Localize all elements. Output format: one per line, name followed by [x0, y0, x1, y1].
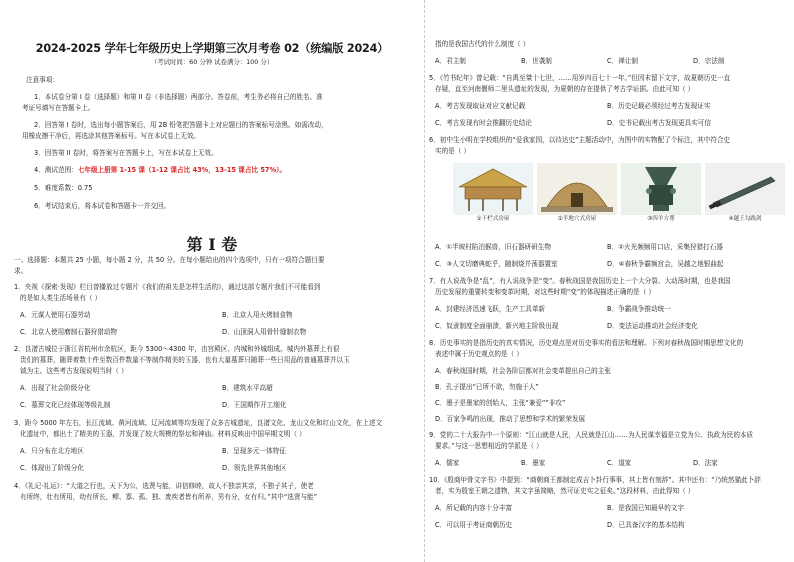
option-2b[interactable]: B．建筑水平高超 [222, 384, 273, 392]
option-8a[interactable]: A．春秋战国时期，社会各阶层都对社会变革提出自己的主张 [435, 367, 611, 375]
question-7-line: 7．有人说战争是“乱”，有人说战争是“变”。春秋战国是我国历史上一个大分裂、大动荡时期，也是我国 [429, 277, 731, 285]
option-6d[interactable]: D．④春秋争霸频宫会，吴越之地银曲起 [607, 260, 724, 268]
option-4d[interactable]: D．宗法制 [693, 57, 725, 65]
question-8-line: 表述中属于历史观点的是（ ） [435, 350, 523, 358]
option-4a[interactable]: A．君主制 [435, 57, 466, 65]
image-caption: ①干栏式房屋 [476, 216, 510, 222]
option-1a[interactable]: A．元谋人使用石器劳动 [20, 311, 91, 319]
image-caption: ②半地穴式房屋 [557, 216, 597, 222]
question-2-line: 2．良渚古城位于浙江省杭州市余杭区，距今 5300～4300 年，由宫殿区、内城和外城组成。城内外墓葬上有很 [14, 345, 340, 353]
option-3d[interactable]: D．领先世界其他地区 [222, 464, 287, 472]
pit-house-image [537, 163, 617, 225]
option-5d[interactable]: D．史书记载出考古发现更具实可信 [607, 119, 711, 127]
question-1-line: 的是如人类生活场景有（ ） [20, 294, 102, 302]
option-1b[interactable]: B．北京人用火烤制食物 [222, 311, 293, 319]
pit-house-icon [537, 163, 617, 215]
sword-image [705, 163, 785, 225]
option-9c[interactable]: C．道家 [607, 459, 632, 467]
note-line: 1．本试卷分第 I 卷（选择题）和第 II 卷（非选择题）两部分。答卷前，考生务必将自己的姓名、准 [34, 93, 323, 101]
question-5-line: 5．《竹书纪年》曾记载：“自禹至桀十七世，……用岁四百七十一年。”但因末留下文字，故夏朝历史一直 [429, 74, 731, 82]
note-line: 6．考试结束后，将本试卷和答题卡一并交回。 [34, 202, 171, 210]
instruction-line: 求。 [14, 267, 28, 275]
question-10-line: 者，实为殷室王朝之遗物，其文字虽简略，然可证史实之征矣。”这段材料，由此得知（ ） [435, 487, 695, 495]
four-goat-zun-image [621, 163, 701, 225]
option-10c[interactable]: C．可以用于考证商朝历史 [435, 521, 513, 529]
question-7-line: 历史发展的重要转变和变革时期，对这些时期“变”的体现描述正确的是（ ） [435, 288, 655, 296]
option-7a[interactable]: A．封建经济迅速飞跃，生产工具革新 [435, 305, 546, 313]
question-2-line: 贵们的墓葬，随葬着数十件至数百件数量不等制作精美的玉器，也有大量墓葬只随葬一些日用品的普通墓葬并以玉 [20, 356, 350, 364]
option-6a[interactable]: A．①半坡村陷泊猴兽，旧石器研研生物 [435, 243, 551, 251]
option-6b[interactable]: B．②火光频频用口店，采集狩猎打石器 [607, 243, 723, 251]
exam-title: 2024-2025 学年七年级历史上学期第三次月考卷 02（统编版 2024） [35, 42, 389, 55]
option-1c[interactable]: C．北京人使用磨制石器狩猎动物 [20, 328, 117, 336]
note-line: 2．回答第 I 卷时，选出每小题答案后，用 2B 铅笔把答题卡上对应题目的答案标号涂黑。如需改动， [34, 121, 328, 129]
question-4-line: 有所终，壮有所用，幼有所长，鳏、寡、孤、独、废疾者皆有所养，男有分，女有归。”其中“选贤与能” [20, 493, 318, 501]
option-7d[interactable]: D．变法运动推动社会经济变化 [607, 322, 698, 330]
stilt-house-icon [453, 163, 533, 215]
note-line: 3．回答第 II 卷时，将答案写在答题卡上，写在本试卷上无效。 [34, 149, 218, 157]
question-2-line: 钺为主。这些考古发现说明当时（ ） [20, 367, 128, 375]
question-1-line: 1．央视《探索·发现》栏目曾播放过专题片《我们的祖先是怎样生活的》，通过这部专题片我们不可能看到 [14, 283, 321, 291]
question-4-line: 4．《礼记·礼运》：“大道之行也，天下为公，选贤与能，讲信修睦，故人不独亲其亲，不独子其子，使老 [14, 482, 314, 490]
option-5b[interactable]: B．历史记载必须经过考古发现证实 [607, 102, 711, 110]
question-3-line: 3．距今 5000 年左右，长江流域、黄河流域、辽河流域等均发现了众多古城遗址，良渚文化、龙山文化和红山文化，在上述文 [14, 419, 383, 427]
option-7c[interactable]: C．奴隶制度全面崩溃，新兴地主阶级出现 [435, 322, 559, 330]
option-3b[interactable]: B．呈现多元一体特征 [222, 447, 286, 455]
scope-value: 七年级上册第 1-15 课（1-12 课占比 43%，13-15 课占比 57%）。 [77, 166, 286, 174]
option-9d[interactable]: D．法家 [693, 459, 718, 467]
option-4c[interactable]: C．禅让制 [607, 57, 638, 65]
question-9-line: 要求。”与这一思想相近的学派是（ ） [435, 442, 543, 450]
exam-subtitle: （考试时间：60 分钟 试卷满分：100 分） [150, 58, 274, 66]
option-7b[interactable]: B．争霸战争推动统一 [607, 305, 671, 313]
notes-heading: 注意事项： [26, 76, 59, 84]
option-10a[interactable]: A．所记载的内容十分丰富 [435, 504, 513, 512]
option-4b[interactable]: B．世袭制 [521, 57, 552, 65]
note-line [34, 166, 286, 175]
option-2d[interactable]: D．王国期作开工细化 [222, 401, 287, 409]
option-9a[interactable]: A．儒家 [435, 459, 460, 467]
scope-label: 4．测试范围： [34, 166, 78, 174]
image-caption: ③四羊方尊 [647, 216, 675, 222]
question-8-line: 8．历史事实的是指历史的真实情况，历史观点是对历史事实的看法和理解。下列对春秋战国时期思想文化的 [429, 339, 744, 347]
option-10b[interactable]: B．是我国已知最早的文字 [607, 504, 685, 512]
question-6-line: 实的是（ ） [435, 147, 471, 155]
question-5-line: 存疑，直至河南偃师二里头遗址的发现，为夏朝的存在提供了考古学证据。由此可知（ ） [435, 85, 695, 93]
question-4-line: 指的是我国古代的什么制度（ ） [435, 40, 530, 48]
right-column [424, 0, 794, 562]
stilt-house-image [453, 163, 533, 225]
bronze-vessel-icon [621, 163, 701, 215]
instruction-line: 一、选择题：本题共 25 小题，每小题 2 分，共 50 分。在每小题给出的四个选项中，只有一项符合题目要 [14, 256, 325, 264]
section-title: 第 I 卷 [186, 235, 238, 254]
sword-icon [705, 163, 785, 215]
question-6-line: 6．初中生小明在学校组织的“爱我家园，以待达史”主题活动中，为图中的实物配了个标注，其中符合史 [429, 136, 731, 144]
option-2a[interactable]: A．出现了社会阶级分化 [20, 384, 91, 392]
option-8b[interactable]: B．孔子提出“已所不欲，勿施于人” [435, 383, 539, 391]
option-5a[interactable]: A．考古发现取证对应文献记载 [435, 102, 526, 110]
option-3c[interactable]: C．体现出了阶级分化 [20, 464, 84, 472]
question-6-images [439, 163, 789, 235]
note-line: 用橡皮擦干净后，再选涂其他答案标号。写在本试卷上无效。 [22, 132, 201, 140]
option-5c[interactable]: C．考古发现有时会推翻历史结论 [435, 119, 532, 127]
note-line: 考证号填写在答题卡上。 [22, 104, 95, 112]
option-8c[interactable]: C．墨子是墨家的创始人，主张“兼爱”“非攻” [435, 399, 566, 407]
option-6c[interactable]: C．③人文切磨典蛇乎，随制烧并荡器置室 [435, 260, 558, 268]
note-line: 5．难度系数：0.75 [34, 184, 93, 192]
image-caption: ④越王勾践剑 [728, 216, 762, 222]
question-10-line: 10．《殷商甲骨文字书》中提到：“商朝商王都制定成吉卜卦行事事，其上皆有刻辞”。其中还有：“乃统然猫此卜辞 [429, 476, 761, 484]
question-3-line: 化遗址中，都出土了精美的玉器，并发现了较大规模的祭坛和神庙。材料反映出中国早期文明（ ） [20, 430, 306, 438]
option-2c[interactable]: C．墓葬文化已经体现等级礼制 [20, 401, 111, 409]
question-9-line: 9．党的二十大报告中一个原则：“江山就是人民，人民就是江山……为人民谋幸福是立党为公、执政为民的本质 [429, 431, 754, 439]
option-8d[interactable]: D．百家争鸣的出现，推动了思想和学术的繁荣发展 [435, 415, 586, 423]
option-10d[interactable]: D．已具备汉字的基本结构 [607, 521, 685, 529]
option-9b[interactable]: B．墨家 [521, 459, 546, 467]
option-1d[interactable]: D．山顶洞人用骨针缝制衣物 [222, 328, 307, 336]
option-3a[interactable]: A．只分布在北方地区 [20, 447, 84, 455]
